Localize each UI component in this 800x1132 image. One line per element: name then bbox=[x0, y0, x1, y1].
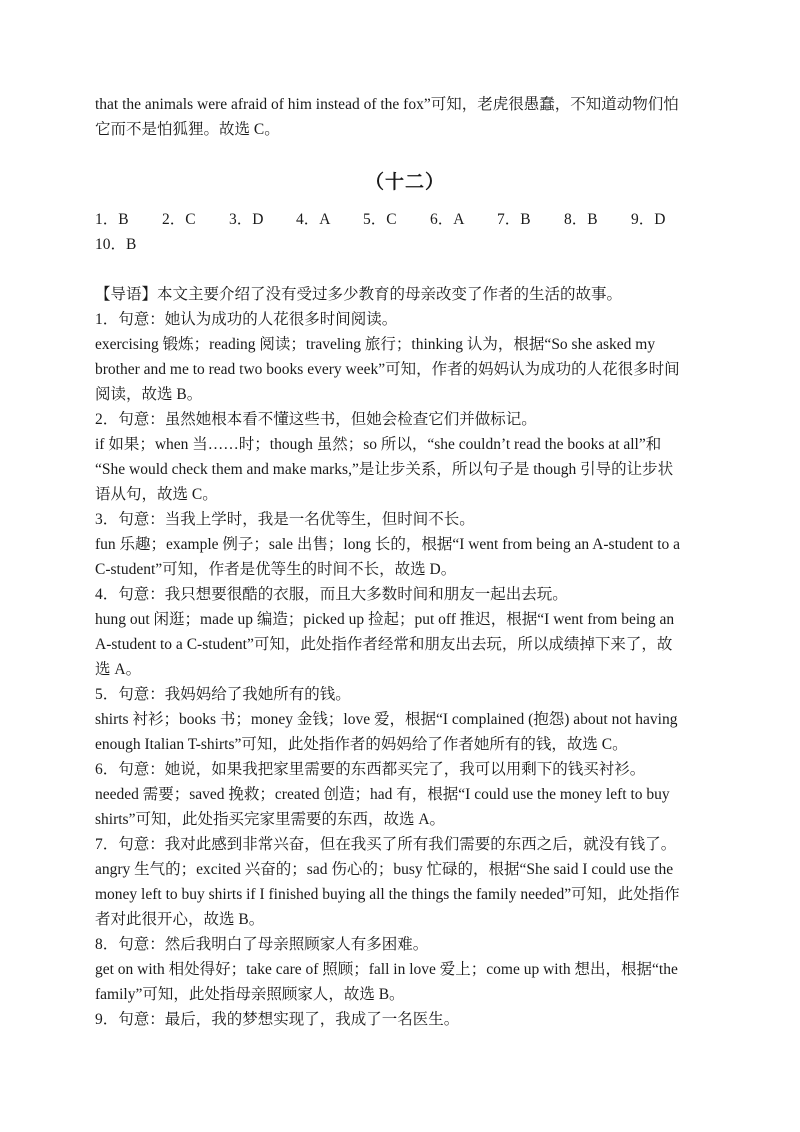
answer-item: 8．B bbox=[564, 211, 598, 228]
text-line: if 如果；when 当……时；though 虽然；so 所以，“she couldn’t read the books at all”和 bbox=[95, 436, 662, 453]
answer-item: 4．A bbox=[296, 211, 331, 228]
text-line: 2．句意：虽然她根本看不懂这些书，但她会检查它们并做标记。 bbox=[95, 411, 537, 428]
text-line: 5．句意：我妈妈给了我她所有的钱。 bbox=[95, 686, 351, 703]
text-line: hung out 闲逛；made up 编造；picked up 捡起；put off 推迟，根据“I went from being an bbox=[95, 611, 675, 628]
text-line: angry 生气的；excited 兴奋的；sad 伤心的；busy 忙碌的，根据“She said I could use the bbox=[95, 861, 674, 878]
text-line: 4．句意：我只想要很酷的衣服，而且大多数时间和朋友一起出去玩。 bbox=[95, 586, 568, 603]
text-line: A-student to a C-student”可知，此处指作者经常和朋友出去玩，所以成绩掉下来了，故 bbox=[95, 636, 673, 653]
text-line: 【导语】本文主要介绍了没有受过多少教育的母亲改变了作者的生活的故事。 bbox=[95, 286, 623, 303]
text-line: shirts 衬衫；books 书；money 金钱；love 爱，根据“I complained (抱怨) about not having bbox=[95, 711, 678, 728]
answer-item: 5．C bbox=[363, 211, 397, 228]
text-line: shirts”可知，此处指买完家里需要的东西，故选 A。 bbox=[95, 811, 446, 828]
text-line: that the animals were afraid of him instead of the fox”可知，老虎很愚蠢，不知道动物们怕 bbox=[95, 96, 679, 113]
text-line: 它而不是怕狐狸。故选 C。 bbox=[95, 121, 280, 138]
text-line: money left to buy shirts if I finished buying all the things the family needed”可知，此处指作 bbox=[95, 886, 680, 903]
text-line: family”可知，此处指母亲照顾家人，故选 B。 bbox=[95, 986, 405, 1003]
answer-item: 2．C bbox=[162, 211, 196, 228]
text-line: 选 A。 bbox=[95, 661, 142, 678]
text-line: brother and me to read two books every week”可知，作者的妈妈认为成功的人花很多时间 bbox=[95, 361, 680, 378]
text-line: fun 乐趣；example 例子；sale 出售；long 长的，根据“I went from being an A-student to a bbox=[95, 536, 681, 553]
text-line: enough Italian T-shirts”可知，此处指作者的妈妈给了作者她所有的钱，故选 C。 bbox=[95, 736, 628, 753]
document-page bbox=[95, 92, 715, 1032]
explanation-body bbox=[95, 282, 715, 1032]
text-line: C-student”可知，作者是优等生的时间不长，故选 D。 bbox=[95, 561, 457, 578]
answer-item: 10．B bbox=[95, 236, 137, 253]
section-title: （十二） bbox=[364, 172, 445, 193]
answer-item: 6．A bbox=[430, 211, 465, 228]
answer-item: 7．B bbox=[497, 211, 531, 228]
blank-line bbox=[95, 257, 715, 282]
answer-item: 1．B bbox=[95, 211, 129, 228]
text-line: 9．句意：最后，我的梦想实现了，我成了一名医生。 bbox=[95, 1011, 460, 1028]
text-line: 者对此很开心，故选 B。 bbox=[95, 911, 265, 928]
answer-item: 3．D bbox=[229, 211, 264, 228]
text-line: 6．句意：她说，如果我把家里需要的东西都买完了，我可以用剩下的钱买衬衫。 bbox=[95, 761, 646, 778]
text-line: “She would check them and make marks,”是让步关系，所以句子是 though 引导的让步状 bbox=[95, 461, 674, 478]
text-line: 1．句意：她认为成功的人花很多时间阅读。 bbox=[95, 311, 398, 328]
text-line: 8．句意：然后我明白了母亲照顾家人有多困难。 bbox=[95, 936, 429, 953]
text-line: 3．句意：当我上学时，我是一名优等生，但时间不长。 bbox=[95, 511, 475, 528]
intro-paragraph bbox=[95, 92, 715, 142]
text-line: 阅读，故选 B。 bbox=[95, 386, 203, 403]
text-line: get on with 相处得好；take care of 照顾；fall in love 爱上；come up with 想出，根据“the bbox=[95, 961, 678, 978]
text-line: 7．句意：我对此感到非常兴奋，但在我买了所有我们需要的东西之后，就没有钱了。 bbox=[95, 836, 677, 853]
text-line: exercising 锻炼；reading 阅读；traveling 旅行；thinking 认为，根据“So she asked my bbox=[95, 336, 656, 353]
answer-key bbox=[95, 207, 715, 257]
answer-item: 9．D bbox=[631, 211, 666, 228]
text-line: needed 需要；saved 挽救；created 创造；had 有，根据“I could use the money left to buy bbox=[95, 786, 670, 803]
text-line: 语从句，故选 C。 bbox=[95, 486, 218, 503]
